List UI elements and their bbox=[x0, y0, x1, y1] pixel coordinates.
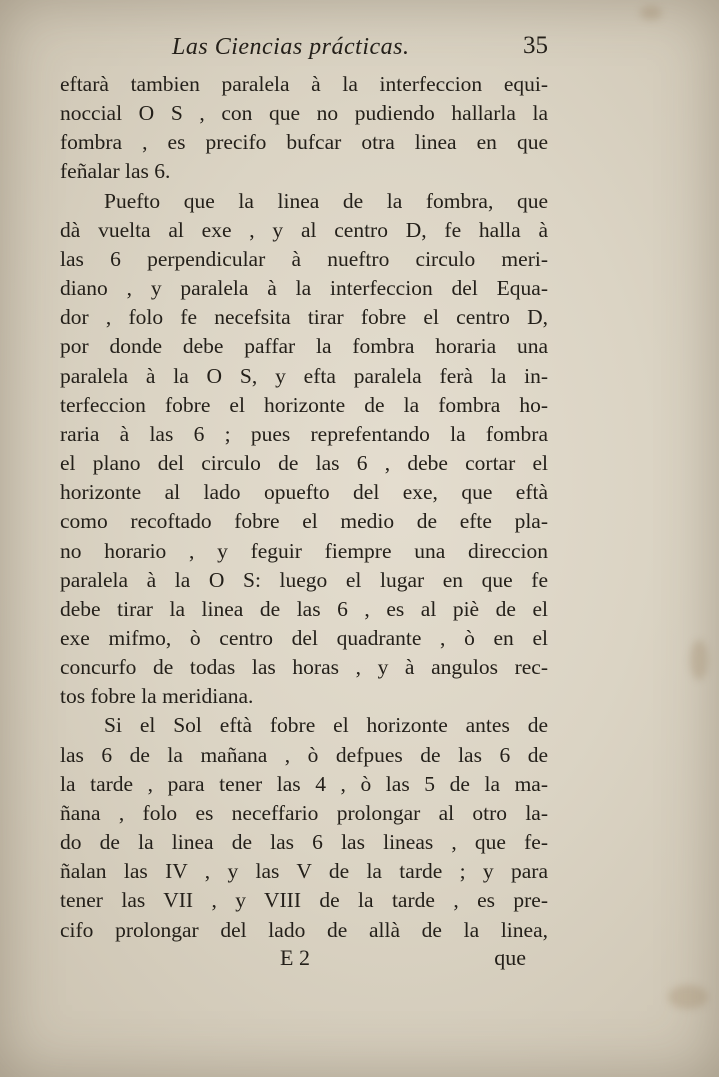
text-line: la tarde , para tener las 4 , ò las 5 de la ma- bbox=[60, 771, 548, 796]
foxing-stain bbox=[668, 985, 708, 1009]
text-line: dà vuelta al exe , y al centro D, fe halla à bbox=[60, 217, 548, 242]
text-line: Puefto que la linea de la fombra, que bbox=[104, 188, 548, 213]
catchword: que bbox=[494, 945, 526, 970]
page-number: 35 bbox=[523, 32, 548, 59]
text-line: tos fobre la meridiana. bbox=[60, 684, 254, 709]
text-line: horizonte al lado opuefto del exe, que eftà bbox=[60, 480, 548, 505]
text-line: ñalan las IV , y las V de la tarde ; y para bbox=[60, 859, 548, 884]
running-title: Las Ciencias prácticas. bbox=[172, 34, 410, 60]
text-line: diano , y paralela à la interfeccion del Equa- bbox=[60, 276, 548, 301]
text-line: paralela à la O S: luego el lugar en que fe bbox=[60, 567, 548, 592]
body-text bbox=[60, 70, 548, 945]
text-line: fombra , es precifo bufcar otra linea en que bbox=[60, 130, 548, 155]
text-line: raria à las 6 ; pues reprefentando la fombra bbox=[60, 421, 548, 446]
text-line: do de la linea de las 6 las lineas , que fe- bbox=[60, 830, 548, 855]
text-line: paralela à la O S, y efta paralela ferà la in- bbox=[60, 363, 548, 388]
text-line: Si el Sol eftà fobre el horizonte antes de bbox=[104, 713, 548, 738]
text-line: ñana , folo es neceffario prolongar al otro la- bbox=[60, 800, 548, 825]
text-line: dor , folo fe necefsita tirar fobre el centro D, bbox=[60, 305, 548, 330]
text-line: exe mifmo, ò centro del quadrante , ò en el bbox=[60, 625, 548, 650]
foxing-stain bbox=[640, 6, 662, 20]
page-footer bbox=[60, 945, 548, 975]
text-line: tener las VII , y VIII de la tarde , es pre- bbox=[60, 888, 548, 913]
text-line: las 6 perpendicular à nueftro circulo meri- bbox=[60, 246, 548, 271]
text-line: cifo prolongar del lado de allà de la linea, bbox=[60, 917, 548, 942]
text-line: las 6 de la mañana , ò defpues de las 6 de bbox=[60, 742, 548, 767]
text-line: debe tirar la linea de las 6 , es al piè de el bbox=[60, 596, 548, 621]
text-line: como recoftado fobre el medio de efte pla- bbox=[60, 509, 548, 534]
text-line: noccial O S , con que no pudiendo hallarla la bbox=[60, 101, 548, 126]
text-line: por donde debe paffar la fombra horaria una bbox=[60, 334, 548, 359]
text-line: concurfo de todas las horas , y à angulos rec- bbox=[60, 655, 548, 680]
foxing-stain bbox=[690, 640, 708, 680]
page-header bbox=[60, 28, 548, 68]
text-line: feñalar las 6. bbox=[60, 159, 171, 184]
text-line: no horario , y feguir fiempre una direccion bbox=[60, 538, 548, 563]
signature-mark: E 2 bbox=[280, 945, 310, 970]
text-line: terfeccion fobre el horizonte de la fombra ho- bbox=[60, 392, 548, 417]
text-line: eftarà tambien paralela à la interfeccion equi- bbox=[60, 72, 548, 96]
text-line: el plano del circulo de las 6 , debe cortar el bbox=[60, 451, 548, 476]
